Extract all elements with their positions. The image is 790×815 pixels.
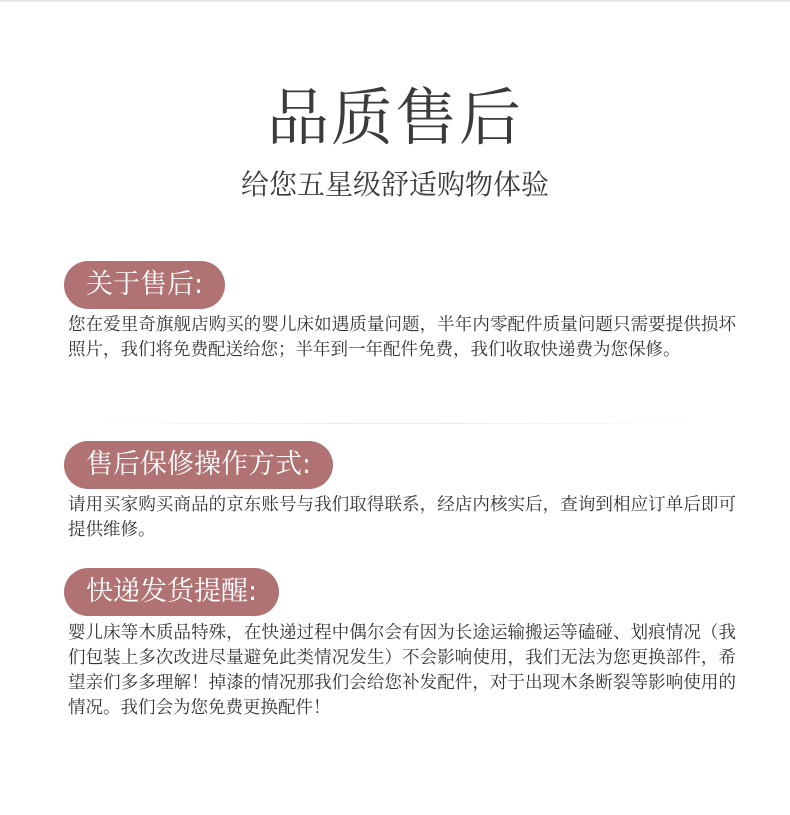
section-heading-after-sales: 关于售后:	[64, 261, 225, 309]
page-subtitle: 给您五星级舒适购物体验	[240, 168, 549, 201]
section-heading-shipping-reminder: 快递发货提醒:	[64, 568, 279, 616]
top-border-line	[0, 0, 790, 2]
page-title: 品质售后	[266, 81, 523, 154]
section-text-warranty-operation: 请用买家购买商品的京东账号与我们取得联系，经店内核实后，查询到相应订单后即可提供维修。	[68, 495, 736, 540]
section-text-shipping-reminder: 婴儿床等木质品特殊，在快递过程中偶尔会有因为长途运输搬运等磕碰、划痕情况（我们包装上多次改进尽量避免此类情况发生）不会影响使用，我们无法为您更换部件，希望亲们多多理解！掉漆的情况那我们会给您补发配件，对于出现木条断裂等影响使用的情况。我们会为您免费更换配件！	[68, 623, 736, 718]
section-heading-warranty-operation: 售后保修操作方式:	[64, 441, 333, 489]
section-divider	[70, 423, 720, 424]
section-text-after-sales: 您在爱里奇旗舰店购买的婴儿床如遇质量问题，半年内零配件质量问题只需要提供损坏照片，我们将免费配送给您；半年到一年配件免费，我们收取快递费为您保修。	[68, 315, 736, 360]
